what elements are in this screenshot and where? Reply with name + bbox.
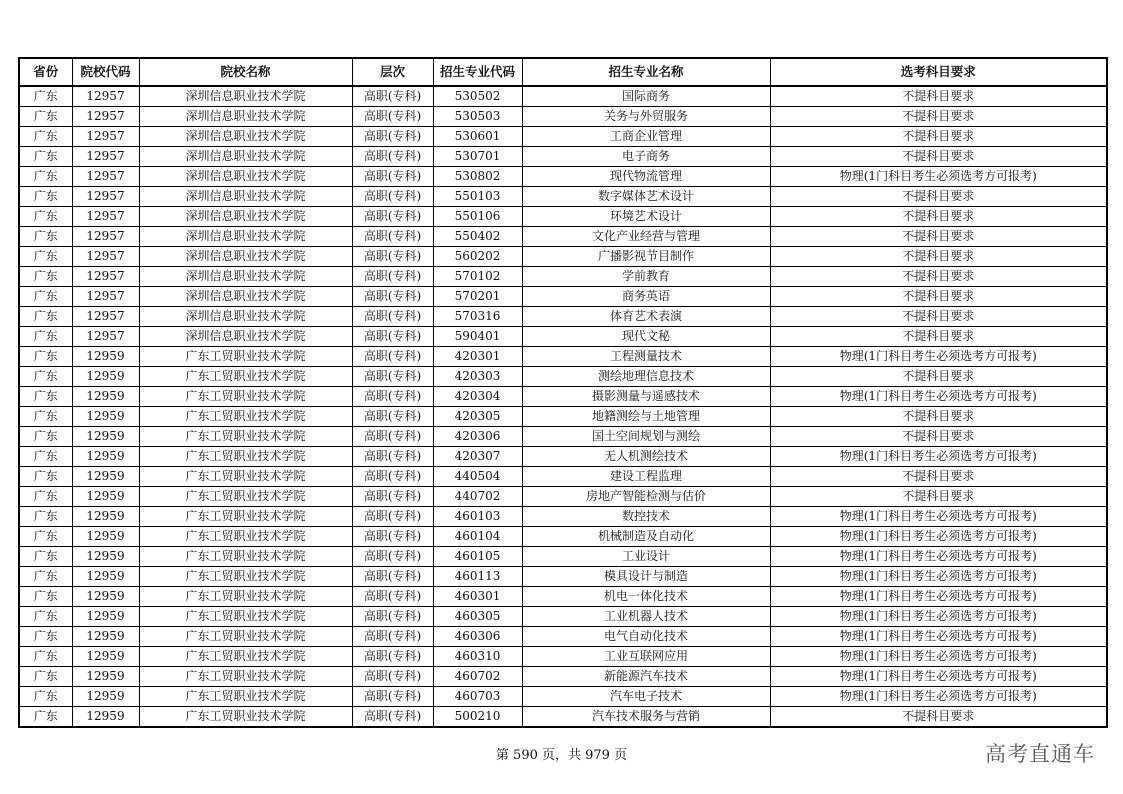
cell-major-code: 530601 [433,127,522,147]
cell-major-code: 460104 [433,527,522,547]
cell-major-name: 文化产业经营与管理 [522,227,770,247]
cell-subject-requirement: 物理(1门科目考生必须选考方可报考) [770,647,1107,667]
header-subject-requirement: 选考科目要求 [770,58,1107,86]
cell-major-code: 420304 [433,387,522,407]
cell-level: 高职(专科) [352,567,433,587]
cell-school-code: 12959 [72,407,139,427]
table-row [19,447,1107,467]
cell-major-code: 550103 [433,187,522,207]
cell-school-name: 深圳信息职业技术学院 [139,327,352,347]
cell-subject-requirement: 不提科目要求 [770,487,1107,507]
cell-province: 广东 [19,627,72,647]
cell-school-name: 广东工贸职业技术学院 [139,667,352,687]
table-row [19,407,1107,427]
table-row [19,547,1107,567]
cell-level: 高职(专科) [352,707,433,728]
table-row [19,567,1107,587]
cell-province: 广东 [19,307,72,327]
table-row [19,127,1107,147]
cell-school-name: 广东工贸职业技术学院 [139,387,352,407]
cell-major-code: 420305 [433,407,522,427]
cell-major-code: 530503 [433,107,522,127]
cell-province: 广东 [19,427,72,447]
cell-major-code: 460703 [433,687,522,707]
cell-subject-requirement: 不提科目要求 [770,227,1107,247]
cell-major-name: 模具设计与制造 [522,567,770,587]
cell-major-name: 地籍测绘与土地管理 [522,407,770,427]
cell-school-name: 深圳信息职业技术学院 [139,247,352,267]
cell-major-code: 420303 [433,367,522,387]
cell-level: 高职(专科) [352,327,433,347]
cell-major-name: 房地产智能检测与估价 [522,487,770,507]
cell-major-name: 环境艺术设计 [522,207,770,227]
table-row [19,147,1107,167]
cell-province: 广东 [19,167,72,187]
cell-level: 高职(专科) [352,607,433,627]
table-row [19,587,1107,607]
cell-school-code: 12957 [72,167,139,187]
table-row [19,467,1107,487]
cell-subject-requirement: 物理(1门科目考生必须选考方可报考) [770,347,1107,367]
cell-school-name: 广东工贸职业技术学院 [139,707,352,728]
cell-school-code: 12959 [72,607,139,627]
cell-school-name: 广东工贸职业技术学院 [139,367,352,387]
cell-major-code: 460301 [433,587,522,607]
cell-subject-requirement: 不提科目要求 [770,707,1107,728]
cell-level: 高职(专科) [352,427,433,447]
cell-level: 高职(专科) [352,407,433,427]
cell-major-name: 汽车电子技术 [522,687,770,707]
cell-school-code: 12959 [72,367,139,387]
cell-major-code: 590401 [433,327,522,347]
cell-province: 广东 [19,507,72,527]
cell-subject-requirement: 不提科目要求 [770,427,1107,447]
cell-province: 广东 [19,647,72,667]
cell-subject-requirement: 不提科目要求 [770,287,1107,307]
header-major-code: 招生专业代码 [433,58,522,86]
cell-major-code: 440702 [433,487,522,507]
cell-province: 广东 [19,227,72,247]
table-body [19,86,1107,727]
cell-level: 高职(专科) [352,547,433,567]
cell-subject-requirement: 物理(1门科目考生必须选考方可报考) [770,547,1107,567]
cell-level: 高职(专科) [352,247,433,267]
cell-major-code: 460310 [433,647,522,667]
cell-subject-requirement: 物理(1门科目考生必须选考方可报考) [770,607,1107,627]
cell-major-name: 现代文秘 [522,327,770,347]
cell-level: 高职(专科) [352,487,433,507]
cell-level: 高职(专科) [352,347,433,367]
cell-subject-requirement: 不提科目要求 [770,127,1107,147]
cell-school-name: 广东工贸职业技术学院 [139,467,352,487]
cell-major-name: 无人机测绘技术 [522,447,770,467]
cell-school-code: 12957 [72,307,139,327]
cell-major-code: 500210 [433,707,522,728]
cell-major-name: 商务英语 [522,287,770,307]
cell-school-name: 深圳信息职业技术学院 [139,127,352,147]
cell-major-name: 数字媒体艺术设计 [522,187,770,207]
cell-level: 高职(专科) [352,667,433,687]
cell-province: 广东 [19,267,72,287]
cell-school-code: 12959 [72,427,139,447]
cell-level: 高职(专科) [352,527,433,547]
cell-school-name: 深圳信息职业技术学院 [139,307,352,327]
watermark-logo: 高考直通车 [985,742,1095,766]
cell-major-code: 420307 [433,447,522,467]
cell-province: 广东 [19,567,72,587]
table-row [19,707,1107,728]
cell-level: 高职(专科) [352,147,433,167]
cell-school-code: 12959 [72,507,139,527]
cell-school-name: 广东工贸职业技术学院 [139,347,352,367]
cell-school-code: 12957 [72,227,139,247]
cell-subject-requirement: 物理(1门科目考生必须选考方可报考) [770,667,1107,687]
cell-school-code: 12959 [72,667,139,687]
cell-school-name: 广东工贸职业技术学院 [139,627,352,647]
cell-subject-requirement: 不提科目要求 [770,187,1107,207]
cell-major-code: 570102 [433,267,522,287]
cell-subject-requirement: 物理(1门科目考生必须选考方可报考) [770,567,1107,587]
cell-major-name: 国土空间规划与测绘 [522,427,770,447]
table-row [19,507,1107,527]
cell-level: 高职(专科) [352,187,433,207]
cell-school-code: 12959 [72,687,139,707]
cell-major-code: 550402 [433,227,522,247]
cell-province: 广东 [19,467,72,487]
cell-school-name: 广东工贸职业技术学院 [139,487,352,507]
cell-subject-requirement: 不提科目要求 [770,247,1107,267]
cell-level: 高职(专科) [352,86,433,107]
cell-subject-requirement: 不提科目要求 [770,407,1107,427]
table-row [19,427,1107,447]
table-row [19,627,1107,647]
cell-school-name: 广东工贸职业技术学院 [139,447,352,467]
table-row [19,307,1107,327]
cell-province: 广东 [19,527,72,547]
cell-level: 高职(专科) [352,227,433,247]
cell-school-code: 12957 [72,147,139,167]
cell-school-code: 12959 [72,487,139,507]
header-major-name: 招生专业名称 [522,58,770,86]
cell-major-code: 550106 [433,207,522,227]
cell-level: 高职(专科) [352,467,433,487]
cell-province: 广东 [19,207,72,227]
cell-subject-requirement: 物理(1门科目考生必须选考方可报考) [770,527,1107,547]
cell-subject-requirement: 不提科目要求 [770,307,1107,327]
cell-major-name: 工业设计 [522,547,770,567]
cell-province: 广东 [19,327,72,347]
table-row [19,86,1107,107]
cell-school-name: 深圳信息职业技术学院 [139,287,352,307]
cell-major-code: 530802 [433,167,522,187]
cell-school-code: 12959 [72,467,139,487]
table-row [19,647,1107,667]
cell-major-name: 机械制造及自动化 [522,527,770,547]
cell-major-code: 460103 [433,507,522,527]
cell-major-name: 广播影视节目制作 [522,247,770,267]
cell-province: 广东 [19,447,72,467]
cell-major-code: 560202 [433,247,522,267]
table-row [19,247,1107,267]
cell-subject-requirement: 不提科目要求 [770,207,1107,227]
table-row [19,167,1107,187]
page-number: 第 590 页，共 979 页 [495,748,628,763]
cell-school-code: 12959 [72,567,139,587]
cell-major-code: 460305 [433,607,522,627]
table-row [19,667,1107,687]
cell-school-code: 12959 [72,647,139,667]
cell-province: 广东 [19,127,72,147]
cell-subject-requirement: 物理(1门科目考生必须选考方可报考) [770,167,1107,187]
cell-major-code: 420306 [433,427,522,447]
cell-school-code: 12957 [72,327,139,347]
table-row [19,207,1107,227]
cell-school-name: 深圳信息职业技术学院 [139,187,352,207]
cell-province: 广东 [19,347,72,367]
cell-province: 广东 [19,107,72,127]
cell-province: 广东 [19,487,72,507]
cell-level: 高职(专科) [352,447,433,467]
cell-subject-requirement: 不提科目要求 [770,367,1107,387]
cell-major-name: 学前教育 [522,267,770,287]
cell-level: 高职(专科) [352,207,433,227]
cell-major-name: 国际商务 [522,86,770,107]
table-row [19,267,1107,287]
cell-school-name: 广东工贸职业技术学院 [139,407,352,427]
cell-school-code: 12959 [72,527,139,547]
cell-major-code: 530701 [433,147,522,167]
cell-school-code: 12959 [72,707,139,728]
cell-level: 高职(专科) [352,687,433,707]
table-row [19,107,1107,127]
cell-level: 高职(专科) [352,367,433,387]
cell-province: 广东 [19,367,72,387]
cell-school-code: 12959 [72,587,139,607]
cell-province: 广东 [19,287,72,307]
cell-major-name: 摄影测量与遥感技术 [522,387,770,407]
cell-school-code: 12957 [72,127,139,147]
table-row [19,367,1107,387]
cell-province: 广东 [19,247,72,267]
cell-subject-requirement: 不提科目要求 [770,467,1107,487]
table-row [19,387,1107,407]
cell-major-code: 460306 [433,627,522,647]
cell-major-name: 工程测量技术 [522,347,770,367]
cell-major-code: 440504 [433,467,522,487]
cell-major-name: 现代物流管理 [522,167,770,187]
cell-school-code: 12959 [72,627,139,647]
cell-school-code: 12957 [72,187,139,207]
cell-school-name: 广东工贸职业技术学院 [139,547,352,567]
table-row [19,527,1107,547]
cell-subject-requirement: 不提科目要求 [770,107,1107,127]
admission-table [18,57,1108,728]
cell-level: 高职(专科) [352,627,433,647]
cell-major-code: 530502 [433,86,522,107]
cell-school-code: 12957 [72,267,139,287]
cell-school-name: 深圳信息职业技术学院 [139,107,352,127]
cell-school-code: 12957 [72,107,139,127]
table-row [19,187,1107,207]
cell-major-name: 新能源汽车技术 [522,667,770,687]
table-row [19,347,1107,367]
cell-subject-requirement: 不提科目要求 [770,327,1107,347]
cell-school-name: 深圳信息职业技术学院 [139,227,352,247]
cell-school-code: 12957 [72,247,139,267]
cell-school-code: 12959 [72,387,139,407]
cell-school-name: 广东工贸职业技术学院 [139,587,352,607]
cell-subject-requirement: 不提科目要求 [770,267,1107,287]
cell-level: 高职(专科) [352,507,433,527]
cell-school-name: 广东工贸职业技术学院 [139,527,352,547]
header-school-name: 院校名称 [139,58,352,86]
cell-subject-requirement: 物理(1门科目考生必须选考方可报考) [770,387,1107,407]
cell-school-code: 12957 [72,86,139,107]
cell-school-name: 深圳信息职业技术学院 [139,147,352,167]
cell-school-name: 广东工贸职业技术学院 [139,647,352,667]
table-row [19,327,1107,347]
cell-major-name: 工业机器人技术 [522,607,770,627]
cell-level: 高职(专科) [352,387,433,407]
cell-level: 高职(专科) [352,267,433,287]
cell-school-name: 广东工贸职业技术学院 [139,687,352,707]
cell-province: 广东 [19,687,72,707]
cell-province: 广东 [19,667,72,687]
cell-province: 广东 [19,587,72,607]
cell-school-name: 广东工贸职业技术学院 [139,507,352,527]
header-level: 层次 [352,58,433,86]
cell-major-name: 建设工程监理 [522,467,770,487]
cell-level: 高职(专科) [352,127,433,147]
cell-province: 广东 [19,147,72,167]
cell-subject-requirement: 不提科目要求 [770,86,1107,107]
cell-school-code: 12959 [72,547,139,567]
cell-level: 高职(专科) [352,167,433,187]
cell-major-code: 460105 [433,547,522,567]
cell-province: 广东 [19,607,72,627]
cell-major-name: 机电一体化技术 [522,587,770,607]
cell-major-name: 关务与外贸服务 [522,107,770,127]
table-row [19,687,1107,707]
table-header-row [19,58,1107,86]
cell-level: 高职(专科) [352,287,433,307]
table-row [19,227,1107,247]
cell-subject-requirement: 不提科目要求 [770,147,1107,167]
cell-province: 广东 [19,387,72,407]
cell-school-name: 深圳信息职业技术学院 [139,167,352,187]
cell-school-code: 12957 [72,287,139,307]
table-row [19,607,1107,627]
cell-level: 高职(专科) [352,587,433,607]
cell-major-name: 数控技术 [522,507,770,527]
header-province: 省份 [19,58,72,86]
cell-major-name: 工业互联网应用 [522,647,770,667]
cell-subject-requirement: 物理(1门科目考生必须选考方可报考) [770,627,1107,647]
cell-province: 广东 [19,86,72,107]
cell-major-name: 测绘地理信息技术 [522,367,770,387]
cell-school-name: 广东工贸职业技术学院 [139,567,352,587]
cell-subject-requirement: 物理(1门科目考生必须选考方可报考) [770,447,1107,467]
cell-level: 高职(专科) [352,107,433,127]
header-school-code: 院校代码 [72,58,139,86]
cell-subject-requirement: 物理(1门科目考生必须选考方可报考) [770,687,1107,707]
cell-level: 高职(专科) [352,307,433,327]
cell-major-code: 570201 [433,287,522,307]
cell-major-name: 电子商务 [522,147,770,167]
cell-school-name: 深圳信息职业技术学院 [139,207,352,227]
cell-major-code: 570316 [433,307,522,327]
cell-major-name: 汽车技术服务与营销 [522,707,770,728]
cell-major-code: 460702 [433,667,522,687]
cell-major-name: 电气自动化技术 [522,627,770,647]
cell-subject-requirement: 物理(1门科目考生必须选考方可报考) [770,507,1107,527]
cell-province: 广东 [19,707,72,728]
cell-school-code: 12959 [72,447,139,467]
cell-school-name: 深圳信息职业技术学院 [139,86,352,107]
cell-school-name: 广东工贸职业技术学院 [139,607,352,627]
cell-major-code: 460113 [433,567,522,587]
cell-school-name: 广东工贸职业技术学院 [139,427,352,447]
cell-school-code: 12959 [72,347,139,367]
cell-school-code: 12957 [72,207,139,227]
cell-major-name: 工商企业管理 [522,127,770,147]
cell-major-name: 体育艺术表演 [522,307,770,327]
table-row [19,487,1107,507]
cell-province: 广东 [19,547,72,567]
cell-subject-requirement: 物理(1门科目考生必须选考方可报考) [770,587,1107,607]
cell-province: 广东 [19,407,72,427]
table-row [19,287,1107,307]
cell-level: 高职(专科) [352,647,433,667]
cell-major-code: 420301 [433,347,522,367]
cell-province: 广东 [19,187,72,207]
cell-school-name: 深圳信息职业技术学院 [139,267,352,287]
